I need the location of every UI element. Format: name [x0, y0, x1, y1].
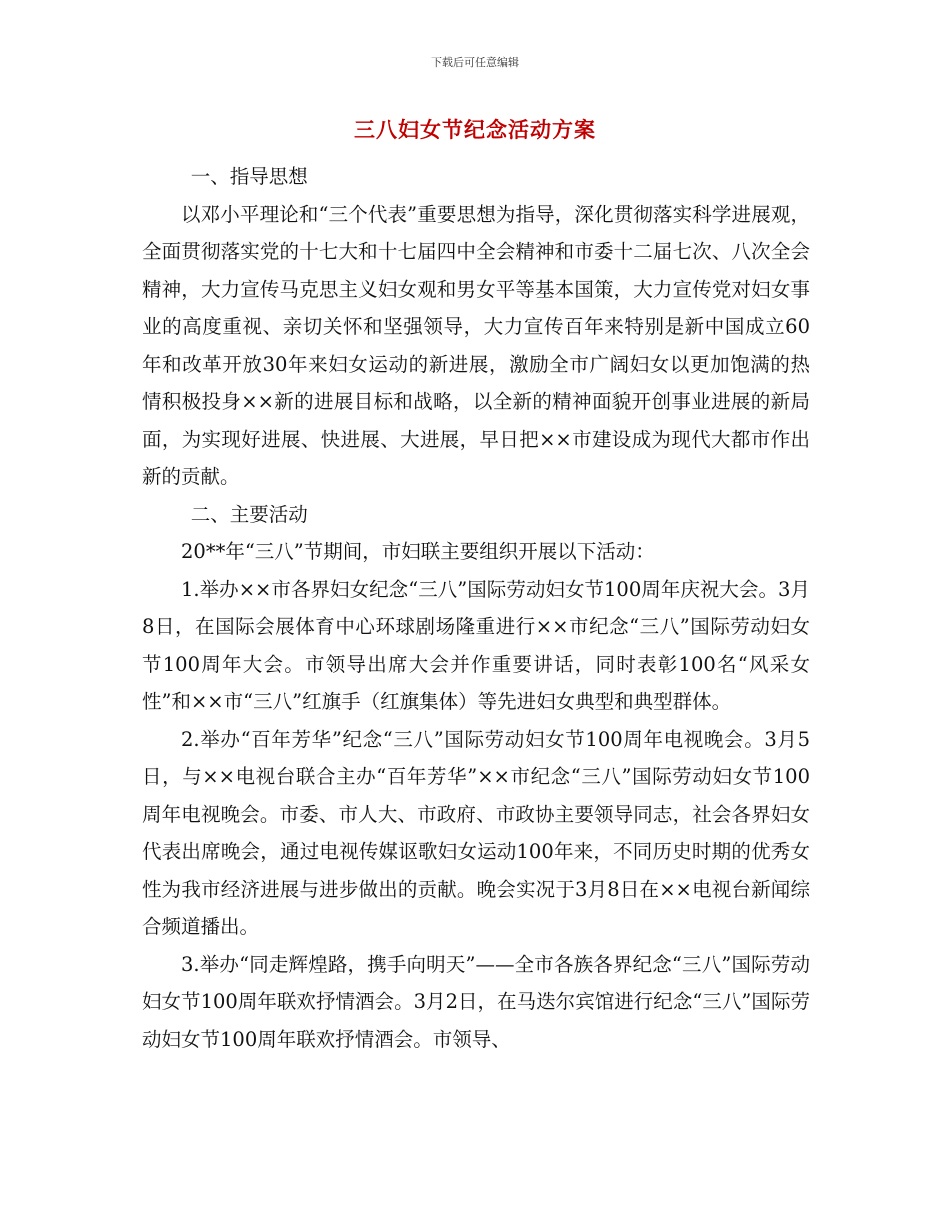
header-note: 下载后可任意编辑	[431, 56, 519, 69]
section-heading: 一、指导思想	[190, 165, 308, 188]
paragraph: 3.举办“同走辉煌路，携手向明天”——全市各族各界纪念“三八”国际劳动妇女节100周年联欢抒情酒会。3月2日，在马迭尔宾馆进行纪念“三八”国际劳动妇女节100周年联欢抒情酒会。市领导、	[142, 952, 810, 1051]
document-body	[142, 158, 810, 1058]
paragraph: 以邓小平理论和“三个代表”重要思想为指导，深化贯彻落实科学进展观，全面贯彻落实党的十七大和十七届四中全会精神和市委十二届七次、八次全会精神，大力宣传马克思主义妇女观和男女平等基本国策，大力宣传党对妇女事业的高度重视、亲切关怀和坚强领导，大力宣传百年来特别是新中国成立60年和改革开放30年来妇女运动的新进展，激励全市广阔妇女以更加饱满的热情积极投身××新的进展目标和战略，以全新的精神面貌开创事业进展的新局面，为实现好进展、快进展、大进展，早日把××市建设成为现代大都市作出新的贡献。	[142, 202, 810, 488]
paragraph: 1.举办××市各界妇女纪念“三八”国际劳动妇女节100周年庆祝大会。3月8日，在国际会展体育中心环球剧场隆重进行××市纪念“三八”国际劳动妇女节100周年大会。市领导出席大会并作重要讲话，同时表彰100名“风采女性”和××市“三八”红旗手（红旗集体）等先进妇女典型和典型群体。	[142, 577, 810, 713]
paragraph: 2.举办“百年芳华”纪念“三八”国际劳动妇女节100周年电视晚会。3月5日，与××电视台联合主办“百年芳华”××市纪念“三八”国际劳动妇女节100周年电视晚会。市委、市人大、市政府、市政协主要领导同志，社会各界妇女代表出席晚会，通过电视传媒讴歌妇女运动100年来，不同历史时期的优秀女性为我市经济进展与进步做出的贡献。晚会实况于3月8日在××电视台新闻综合频道播出。	[142, 727, 810, 938]
document-title: 三八妇女节纪念活动方案	[354, 117, 596, 142]
paragraph: 20**年“三八”节期间，市妇联主要组织开展以下活动：	[181, 540, 655, 563]
section-heading: 二、主要活动	[190, 502, 308, 526]
